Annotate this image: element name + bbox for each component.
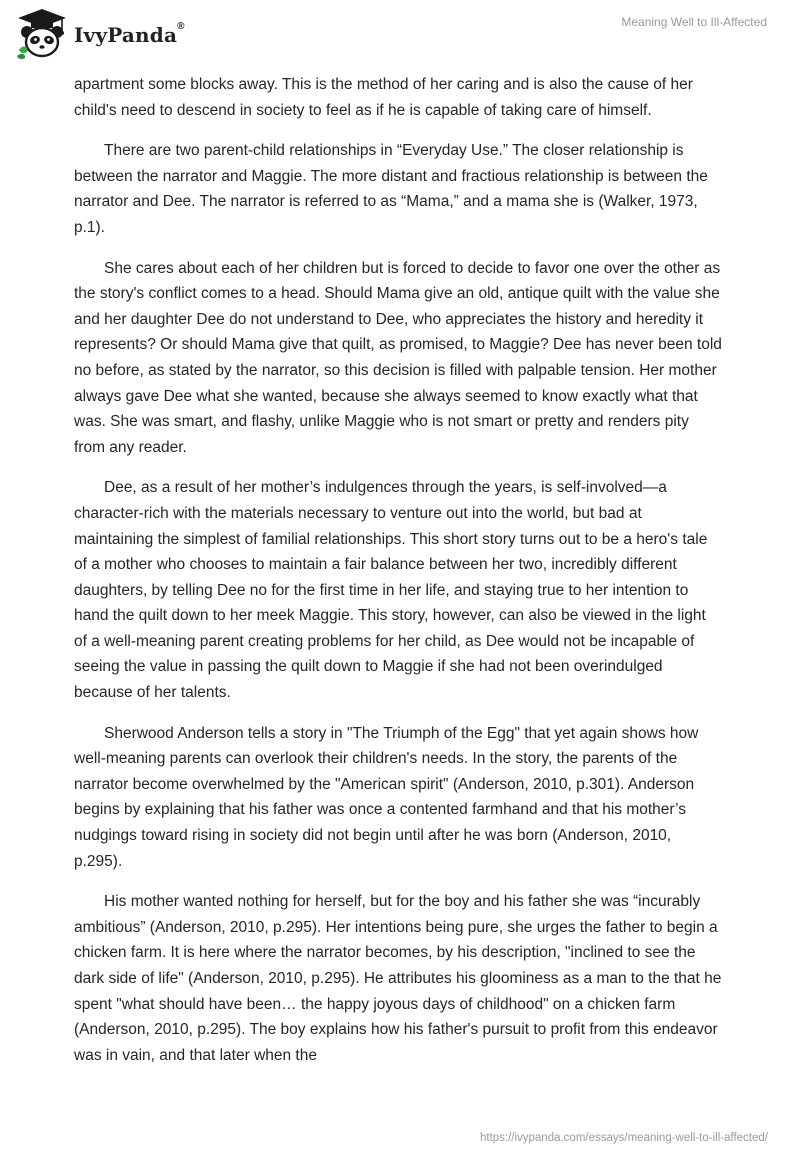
paragraph: Sherwood Anderson tells a story in "The Triumph of the Egg" that yet again shows how well-meaning parents can overlook their children's needs. In the story, the parents of the narrator become overwhelmed by the "American spirit" (Anderson, 2010, p.301). Anderson begins by explaining that his father was once a contented farmhand and that his mother’s nudgings toward rising in society did not begin until after he was born (Anderson, 2010, p.295). bbox=[74, 724, 699, 870]
source-url[interactable]: https://ivypanda.com/essays/meaning-well-to-ill-affected/ bbox=[479, 1132, 768, 1144]
paragraph: Dee, as a result of her mother’s indulgences through the years, is self-involved—a character-rich with the materials necessary to venture out into the world, but bad at maintaining the simplest of familial relationships. This short story turns out to be a hero's tale of a mother who chooses to maintain a fair balance between her two, incredibly different daughters, by telling Dee no for the first time in her life, and staying true to her intention to hand the quilt down to her meek Maggie. This story, however, can also be viewed in the light of a well-meaning parent creating problems for her child, as Dee would not be incapable of seeing the value in passing the quilt down to Maggie if she had not been overindulged because of her talents. bbox=[74, 479, 708, 702]
logo-text: IvyPanda® bbox=[74, 21, 185, 47]
ivypanda-logo[interactable] bbox=[14, 6, 185, 60]
paragraph: apartment some blocks away. This is the method of her caring and is also the cause of her child's need to descend in society to feel as if he is capable of taking care of himself. bbox=[74, 76, 693, 119]
essay-body bbox=[74, 72, 722, 1083]
document-title: Meaning Well to Ill-Affected bbox=[621, 15, 767, 29]
page-header bbox=[0, 0, 800, 72]
panda-graduate-icon bbox=[14, 6, 70, 60]
paragraph: She cares about each of her children but is forced to decide to favor one over the other as the story's conflict comes to a head. Should Mama give an old, antique quilt with the value she and her daughter Dee do not understand to Dee, who appreciates the history and heredity it represents? Or should Mama give that quilt, as promised, to Maggie? Dee has never been told no before, as stated by the narrator, so this decision is filled with palpable tension. Her mother always gave Dee what she wanted, because she always seemed to know exactly what that was. She was smart, and flashy, unlike Maggie who is not smart or pretty and renders pity from any reader. bbox=[74, 259, 722, 456]
paragraph: His mother wanted nothing for herself, but for the boy and his father she was “incurably ambitious” (Anderson, 2010, p.295). Her intentions being pure, she urges the father to begin a chicken farm. It is here where the narrator becomes, by his description, "inclined to see the dark side of life" (Anderson, 2010, p.295). He attributes his gloominess as a man to the that he spent "what should have been… the happy joyous days of childhood" on a chicken farm (Anderson, 2010, p.295). The boy explains how his father's pursuit to profit from this endeavor was in vain, and that later when the bbox=[74, 893, 722, 1064]
paragraph: There are two parent-child relationships in “Everyday Use.” The closer relationship is between the narrator and Maggie. The more distant and fractious relationship is between the narrator and Dee. The narrator is referred to as “Mama,” and a mama she is (Walker, 1973, p.1). bbox=[74, 142, 708, 236]
